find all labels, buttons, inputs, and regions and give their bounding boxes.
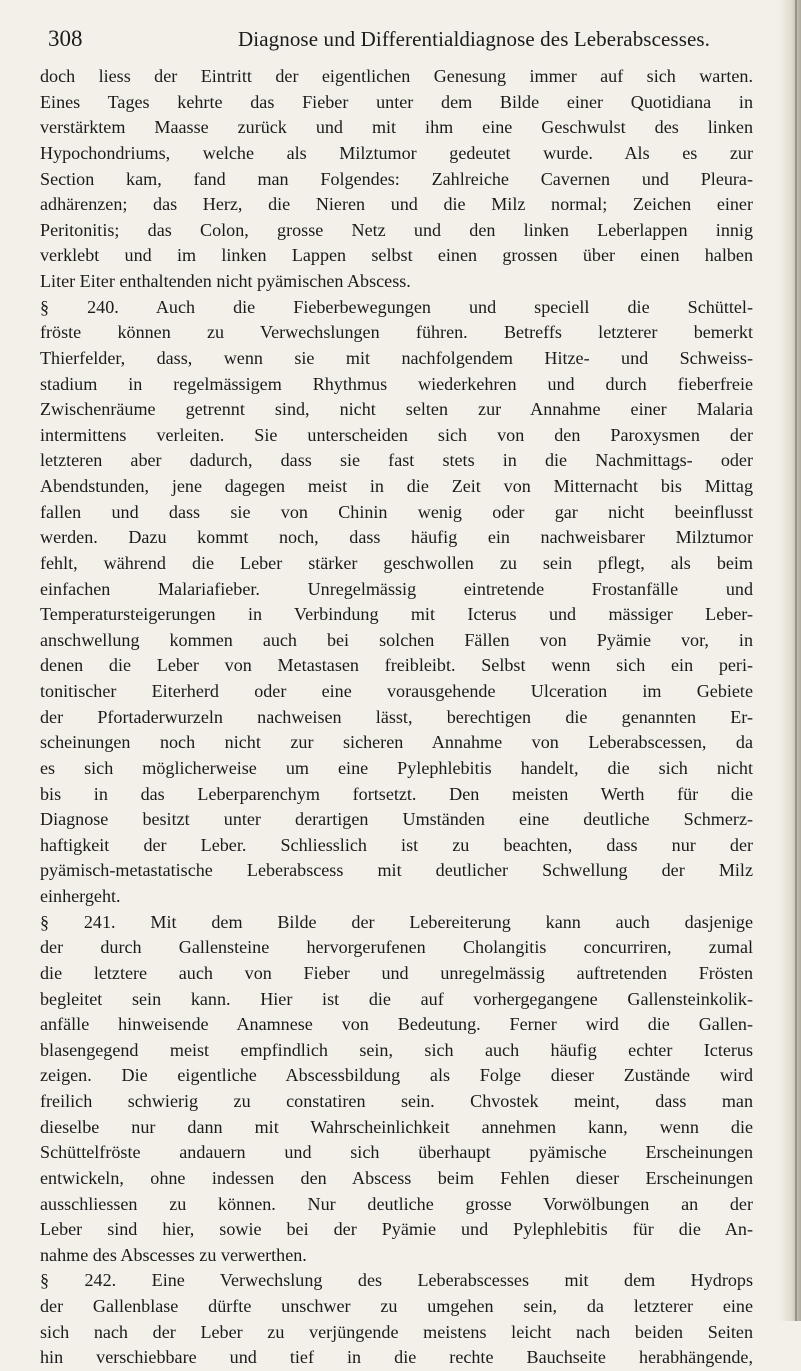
text-line: intermittens verleiten. Sie unterscheiden sich von den Paroxysmen der — [40, 424, 753, 445]
text-line: haftigkeit der Leber. Schliesslich ist zu beachten, dass nur der — [40, 834, 753, 855]
text-line: Abendstunden, jene dagegen meist in die Zeit von Mitternacht bis Mittag — [40, 476, 753, 496]
text-line: die letztere auch von Fieber und unregelmässig auftretenden Frösten — [40, 962, 753, 983]
text-line: sich nach der Leber zu verjüngende meistens leicht nach beiden Seiten — [40, 1321, 753, 1342]
text-line: pyämisch-metastatische Leberabscess mit deutlicher Schwellung der Milz — [40, 860, 753, 881]
text-line: § 241. Mit dem Bilde der Lebereiterung kann auch dasjenige — [40, 911, 753, 932]
text-line: einhergeht. — [40, 886, 121, 906]
text-line: freilich schwierig zu constatiren sein. Chvostek meint, dass man — [40, 1091, 753, 1111]
text-line: denen die Leber von Metastasen freibleibt. Selbst wenn sich ein peri- — [40, 655, 753, 676]
text-line: Thierfelder, dass, wenn sie mit nachfolgendem Hitze- und Schweiss- — [40, 347, 753, 368]
page-number: 308 — [48, 26, 83, 51]
text-line: einfachen Malariafieber. Unregelmässig eintretende Frostanfälle und — [40, 578, 753, 599]
text-line: adhärenzen; das Herz, die Nieren und die Milz normal; Zeichen einer — [40, 194, 753, 215]
text-line: § 240. Auch die Fieberbewegungen und speciell die Schüttel- — [40, 296, 753, 317]
text-line: der Pfortaderwurzeln nachweisen lässt, berechtigen die genannten Er- — [40, 706, 753, 727]
text-line: anschwellung kommen auch bei solchen Fällen von Pyämie vor, in — [40, 629, 753, 650]
text-line: tonitischer Eiterherd oder eine vorausgehende Ulceration im Gebiete — [40, 681, 753, 701]
text-line: werden. Dazu kommt noch, dass häufig ein nachweisbarer Milztumor — [40, 527, 753, 548]
text-line: begleitet sein kann. Hier ist die auf vorhergegangene Gallensteinkolik- — [40, 988, 753, 1009]
text-line: blasengegend meist empfindlich sein, sich auch häufig echter Icterus — [40, 1039, 753, 1060]
text-line: verklebt und im linken Lappen selbst einen grossen über einen halben — [40, 245, 753, 266]
text-line: letzteren aber dadurch, dass sie fast stets in die Nachmittags- oder — [40, 450, 753, 471]
text-line: fehlt, während die Leber stärker geschwollen zu sein pflegt, als beim — [40, 552, 753, 573]
text-line: § 242. Eine Verwechslung des Leberabscesses mit dem Hydrops — [40, 1270, 753, 1291]
text-line: stadium in regelmässigem Rhythmus wiederkehren und durch fieberfreie — [40, 373, 753, 394]
text-line: Eines Tages kehrte das Fieber unter dem Bilde einer Quotidiana in — [40, 91, 753, 112]
text-line: Leber sind hier, sowie bei der Pyämie und Pylephlebitis für die An- — [40, 1219, 753, 1240]
text-line: fröste können zu Verwechslungen führen. Betreffs letzterer bemerkt — [40, 322, 753, 343]
text-line: Zwischenräume getrennt sind, nicht selten zur Annahme einer Malaria — [40, 399, 753, 420]
text-line: nahme des Abscesses zu verwerthen. — [40, 1244, 307, 1265]
text-line: der durch Gallensteine hervorgerufenen Cholangitis concurriren, zumal — [40, 937, 753, 958]
text-line: hin verschiebbare und tief in die rechte Bauchseite herabhängende, — [40, 1347, 753, 1368]
text-line: zeigen. Die eigentliche Abscessbildung als Folge dieser Zustände wird — [40, 1065, 753, 1086]
text-line: Hypochondriums, welche als Milztumor gedeutet wurde. Als es zur — [40, 142, 753, 163]
text-line: Peritonitis; das Colon, grosse Netz und den linken Leberlappen innig — [40, 219, 753, 240]
text-line: entwickeln, ohne indessen den Abscess beim Fehlen dieser Erscheinungen — [40, 1167, 753, 1188]
body-text — [40, 64, 753, 1371]
scan-edge-line — [795, 0, 797, 1321]
text-line: Schüttelfröste andauern und sich überhaupt pyämische Erscheinungen — [40, 1142, 753, 1163]
text-line: Temperatursteigerungen in Verbindung mit Icterus und mässiger Leber- — [40, 604, 753, 625]
running-title: Diagnose und Differentialdiagnose des Leberabscesses. — [238, 27, 711, 51]
text-line: es sich möglicherweise um eine Pylephlebitis handelt, die sich nicht — [40, 757, 753, 778]
text-line: der Gallenblase dürfte unschwer zu umgehen sein, da letzterer eine — [40, 1296, 753, 1316]
text-line: scheinungen noch nicht zur sicheren Annahme von Leberabscessen, da — [40, 732, 753, 753]
running-head — [48, 22, 778, 56]
text-line: dieselbe nur dann mit Wahrscheinlichkeit annehmen kann, wenn die — [40, 1116, 753, 1137]
text-line: ausschliessen zu können. Nur deutliche grosse Vorwölbungen an der — [40, 1193, 753, 1214]
text-line: fallen und dass sie von Chinin wenig oder gar nicht beeinflusst — [40, 501, 753, 522]
text-line: Section kam, fand man Folgendes: Zahlreiche Cavernen und Pleura- — [40, 168, 753, 189]
scan-edge-shadow — [779, 0, 801, 1321]
text-line: Diagnose besitzt unter derartigen Umständen eine deutliche Schmerz- — [40, 809, 753, 830]
text-line: Liter Eiter enthaltenden nicht pyämischen Abscess. — [40, 271, 411, 291]
text-line: bis in das Leberparenchym fortsetzt. Den meisten Werth für die — [40, 783, 753, 804]
text-line: doch liess der Eintritt der eigentlichen Genesung immer auf sich warten. — [40, 66, 753, 86]
text-line: verstärktem Maasse zurück und mit ihm eine Geschwulst des linken — [40, 117, 753, 138]
text-line: anfälle hinweisende Anamnese von Bedeutung. Ferner wird die Gallen- — [40, 1014, 753, 1035]
